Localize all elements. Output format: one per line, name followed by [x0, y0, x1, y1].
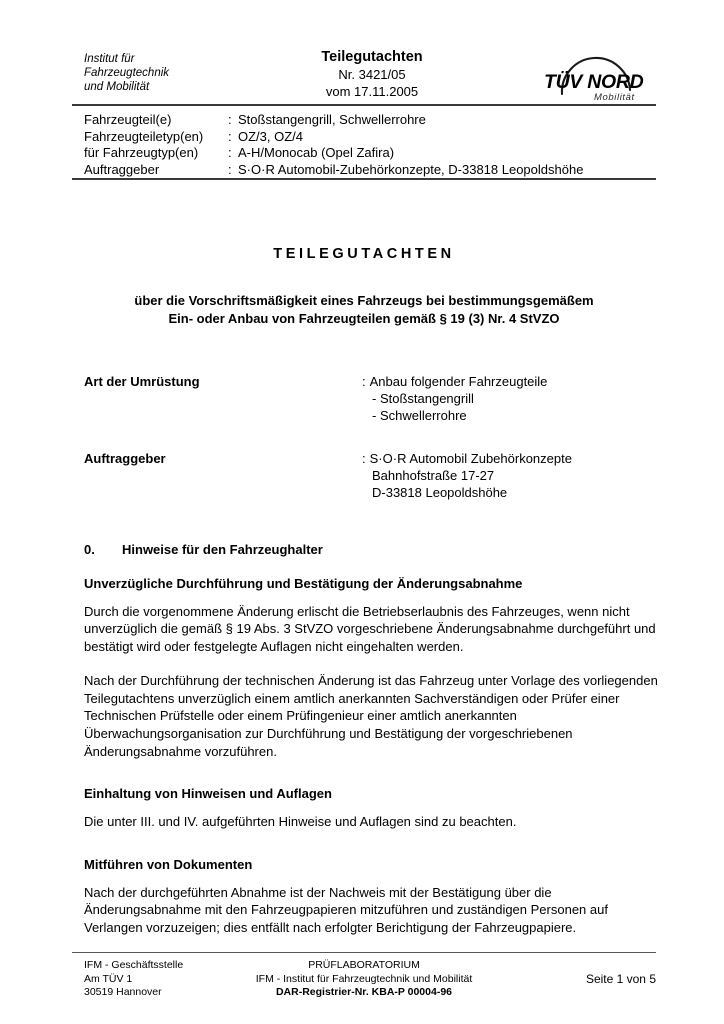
- svg-text:TÜV NORD: TÜV NORD: [544, 71, 644, 93]
- section-heading-0: [84, 541, 658, 559]
- page-subtitle-line-1: über die Vorschriftsmäßigkeit eines Fahrzeugs bei bestimmungsgemäßem: [134, 293, 594, 308]
- document-body: [84, 541, 658, 937]
- header-divider-bottom: [72, 178, 656, 180]
- tuev-nord-logo: [538, 48, 656, 102]
- field-value-text: Anbau folgender Fahrzeugteile: [369, 374, 548, 389]
- field-value-item: Bahnhofstraße 17-27: [372, 468, 495, 483]
- field-colon: :: [362, 451, 366, 466]
- table-row: [84, 112, 656, 129]
- table-row: [84, 129, 656, 146]
- field-colon: :: [362, 374, 366, 389]
- institute-name: [84, 52, 169, 94]
- vehicle-info-table: [84, 112, 656, 178]
- field-label: Auftraggeber: [84, 451, 166, 466]
- section-title: Hinweise für den Fahrzeughalter: [122, 542, 323, 557]
- page-indicator: Seite 1 von 5: [585, 972, 656, 986]
- table-row: [84, 145, 656, 162]
- page-title: TEILEGUTACHTEN: [273, 246, 455, 262]
- info-label: für Fahrzeugtyp(en): [84, 145, 199, 160]
- info-colon: :: [228, 112, 232, 127]
- field-value-text: S·O·R Automobil Zubehörkonzepte: [369, 451, 572, 466]
- document-number: Nr. 3421/05: [338, 67, 406, 82]
- field-value-group: [362, 373, 547, 424]
- field-value-primary: [362, 450, 572, 467]
- info-colon: :: [228, 145, 232, 160]
- institute-line-2: Fahrzeugtechnik: [84, 67, 170, 79]
- institute-line-1: Institut für: [84, 53, 135, 65]
- info-label: Auftraggeber: [84, 161, 160, 177]
- footer-registration-number: DAR-Registrier-Nr. KBA-P 00004-96: [275, 986, 453, 998]
- footer-address-line-3: 30519 Hannover: [84, 986, 162, 998]
- subsection-heading: Unverzügliche Durchführung und Bestätigung der Änderungsabnahme: [84, 575, 523, 591]
- info-value: Stoßstangengrill, Schwellerrohre: [238, 112, 426, 127]
- info-colon: :: [228, 128, 232, 144]
- field-value-item: - Stoßstangengrill: [372, 391, 474, 406]
- subsection-heading: Einhaltung von Hinweisen und Auflagen: [84, 786, 332, 802]
- field-value-primary: [362, 373, 547, 390]
- info-value: A-H/Monocab (Opel Zafira): [238, 145, 395, 160]
- institute-line-3: und Mobilität: [84, 81, 150, 93]
- info-label: Fahrzeugteil(e): [84, 112, 172, 127]
- page-subtitle: [72, 292, 656, 328]
- field-value-item: - Schwellerrohre: [372, 408, 467, 423]
- footer-lab-title: PRÜFLABORATORIUM: [308, 959, 420, 971]
- spacer: [84, 848, 658, 856]
- footer-lab-institute: IFM - Institut für Fahrzeugtechnik und Mobilität: [255, 972, 473, 985]
- subsection-heading: Mitführen von Dokumenten: [84, 856, 253, 872]
- page-subtitle-line-2: Ein- oder Anbau von Fahrzeugteilen gemäß § 19 (3) Nr. 4 StVZO: [168, 311, 560, 326]
- footer-address-line-1: IFM - Geschäftsstelle: [84, 959, 184, 971]
- document-date: vom 17.11.2005: [325, 84, 419, 99]
- header-divider-top: [72, 104, 656, 106]
- footer-address-line-2: Am TÜV 1: [84, 972, 133, 985]
- info-colon: :: [228, 161, 232, 177]
- table-row: [84, 162, 656, 179]
- info-label: Fahrzeugteiletyp(en): [84, 128, 204, 144]
- field-value-group: [362, 450, 572, 501]
- document-header: [72, 48, 656, 100]
- section-number: 0.: [84, 542, 95, 557]
- field-value-item: D-33818 Leopoldshöhe: [372, 485, 508, 500]
- document-title-block: [272, 48, 472, 100]
- paragraph: Die unter III. und IV. aufgeführten Hinweise und Auflagen sind zu beachten.: [84, 814, 517, 830]
- footer-divider: [72, 952, 656, 953]
- footer-lab-info: [204, 959, 524, 1000]
- spacer: [84, 777, 658, 785]
- info-value: OZ/3, OZ/4: [238, 128, 304, 144]
- footer-address: [84, 959, 183, 1000]
- paragraph: Durch die vorgenommene Änderung erlischt die Betriebserlaubnis des Fahrzeuges, wenn nicht unverzüglich die gemäß § 19 Abs. 3 StVZO vorgeschriebene Änderungsabnahme durchgeführt und bestätigt wird oder festgelegte Auflagen nicht eingehalten werden.: [84, 603, 656, 654]
- info-value: S·O·R Automobil-Zubehörkonzepte, D-33818 Leopoldshöhe: [238, 161, 584, 177]
- svg-text:Mobilität: Mobilität: [594, 92, 635, 102]
- document-type-title: Teilegutachten: [321, 49, 423, 65]
- paragraph: Nach der Durchführung der technischen Änderung ist das Fahrzeug unter Vorlage des vorliegenden Teilegutachtens unverzüglich einem amtlich anerkannten Sachverständigen oder Prüfer einer Technischen Prüfstelle oder einem Prüfingenieur einer amtlich anerkannten Überwachungsorganisation zur Durchführung und Bestätigung der vorgeschriebenen Änderungsabnahme vorzuführen.: [84, 673, 658, 759]
- paragraph: Nach der durchgeführten Abnahme ist der Nachweis mit der Bestätigung über die Änderungsabnahme mit den Fahrzeugpapieren mitzuführen und zuständigen Personen auf Verlangen vorzuzeigen; dies entfällt nach erfolgter Berichtigung der Fahrzeugpapiere.: [84, 884, 608, 936]
- field-label: Art der Umrüstung: [84, 374, 200, 389]
